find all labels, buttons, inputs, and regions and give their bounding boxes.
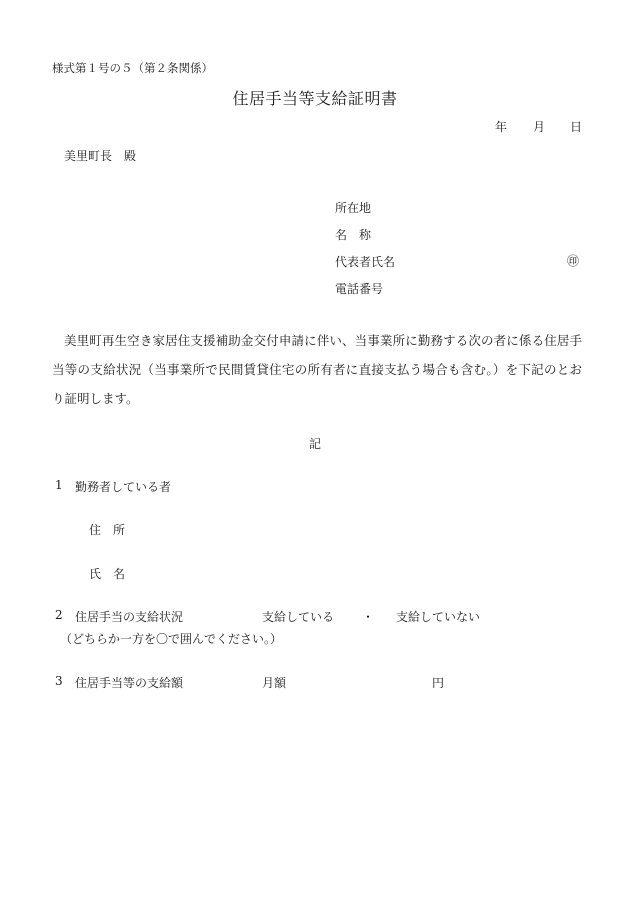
yen-unit: 円 xyxy=(432,676,445,690)
option-unpaid: 支給していない xyxy=(396,610,481,624)
item-1-number: 1 xyxy=(55,478,63,492)
date-year-label: 年 xyxy=(495,120,508,134)
seal-mark: ㊞ xyxy=(567,254,580,268)
item-2-note: （どちらか一方を〇で囲んでください。） xyxy=(60,632,283,646)
location-label: 所在地 xyxy=(335,201,372,215)
monthly-label: 月額 xyxy=(262,676,287,690)
date-month-label: 月 xyxy=(533,120,546,134)
representative-label: 代表者氏名 xyxy=(335,255,396,269)
item-1-address-label: 住 所 xyxy=(89,523,126,537)
item-1-name-label: 氏 名 xyxy=(89,567,126,581)
form-number: 様式第１号の５（第２条関係） xyxy=(52,61,213,75)
option-separator: ・ xyxy=(362,610,375,624)
item-3-label: 住居手当等の支給額 xyxy=(75,676,184,690)
document-title: 住居手当等支給証明書 xyxy=(232,89,398,108)
body-paragraph: 美里町再生空き家居住支援補助金交付申請に伴い、当事業所に勤務する次の者に係る住居手当等の支給状況（当事業所で民間賃貸住宅の所有者に直接支払う場合も含む。）を下記のとおり証明します。 xyxy=(52,333,582,406)
addressee: 美里町長 殿 xyxy=(64,149,137,163)
option-paid: 支給している xyxy=(262,610,335,624)
item-1-label: 勤務者している者 xyxy=(75,480,172,494)
ki-heading: 記 xyxy=(308,437,321,451)
item-3-number: 3 xyxy=(55,674,63,688)
phone-label: 電話番号 xyxy=(335,282,384,296)
name-label: 名 称 xyxy=(335,228,372,242)
date-day-label: 日 xyxy=(570,120,583,134)
item-2-label: 住居手当の支給状況 xyxy=(75,610,184,624)
item-2-number: 2 xyxy=(55,608,63,622)
